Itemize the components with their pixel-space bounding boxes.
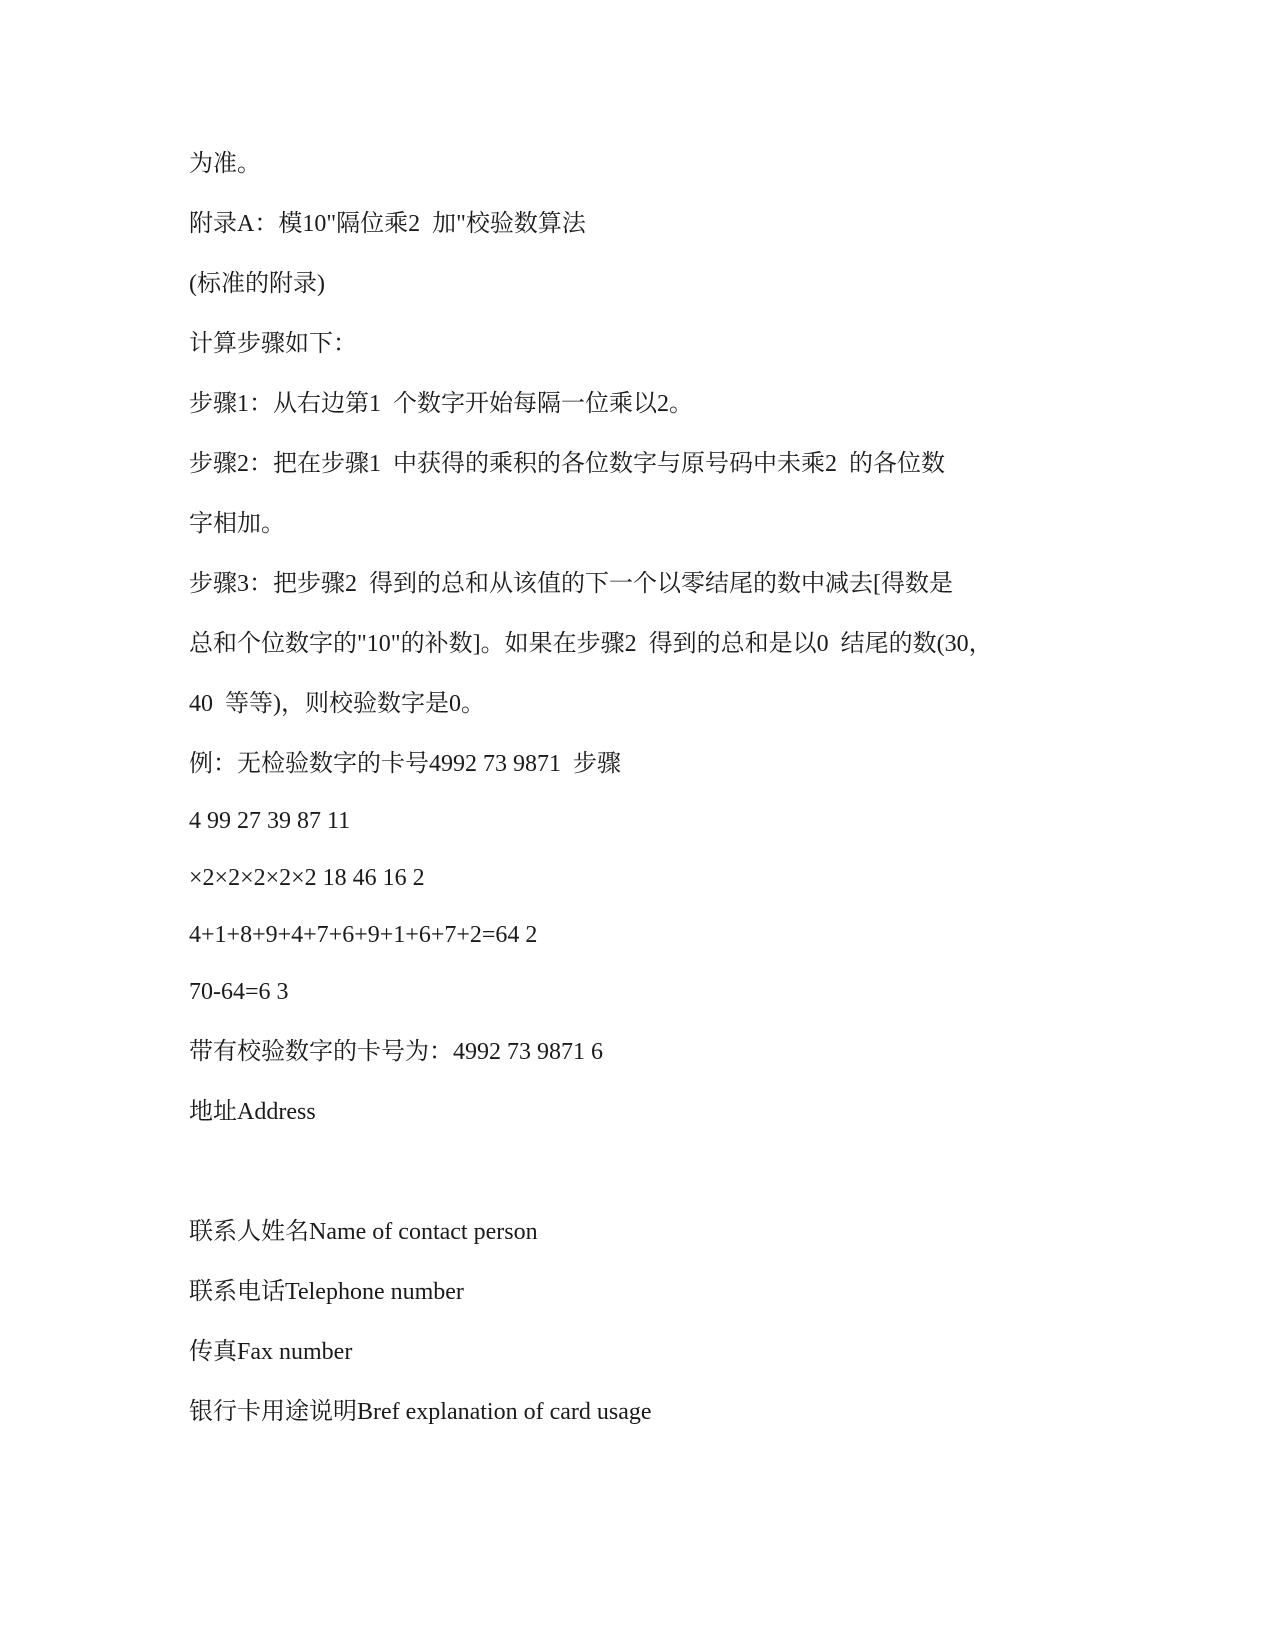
text-line: 为准。 [189,151,261,177]
appendix-subtitle: (标准的附录) [189,271,325,297]
telephone-label: 联系电话Telephone number [189,1279,464,1305]
card-usage-label: 银行卡用途说明Bref explanation of card usage [189,1399,652,1425]
address-label: 地址Address [189,1099,316,1125]
step-2: 步骤2：把在步骤1 中获得的乘积的各位数字与原号码中未乘2 的各位数 [189,451,945,477]
example-line: ×2×2×2×2×2 18 46 16 2 [189,865,425,891]
fax-label: 传真Fax number [189,1339,353,1365]
text-line: 计算步骤如下： [189,331,357,357]
step-3: 步骤3：把步骤2 得到的总和从该值的下一个以零结尾的数中减去[得数是 [189,571,953,597]
example-line: 4 99 27 39 87 11 [189,808,351,834]
example-line: 4+1+8+9+4+7+6+9+1+6+7+2=64 2 [189,922,538,948]
appendix-title: 附录A：模10"隔位乘2 加"校验数算法 [189,211,586,237]
example-result: 带有校验数字的卡号为：4992 73 9871 6 [189,1039,603,1065]
step-2-cont: 字相加。 [189,511,285,537]
example-line: 70-64=6 3 [189,979,289,1005]
step-3-cont: 总和个位数字的"10"的补数]。如果在步骤2 得到的总和是以0 结尾的数(30， [189,631,993,657]
example-line: 例：无检验数字的卡号4992 73 9871 步骤 [189,751,621,777]
contact-name-label: 联系人姓名Name of contact person [189,1219,538,1245]
step-3-cont: 40 等等)，则校验数字是0。 [189,691,485,717]
step-1: 步骤1：从右边第1 个数字开始每隔一位乘以2。 [189,391,693,417]
